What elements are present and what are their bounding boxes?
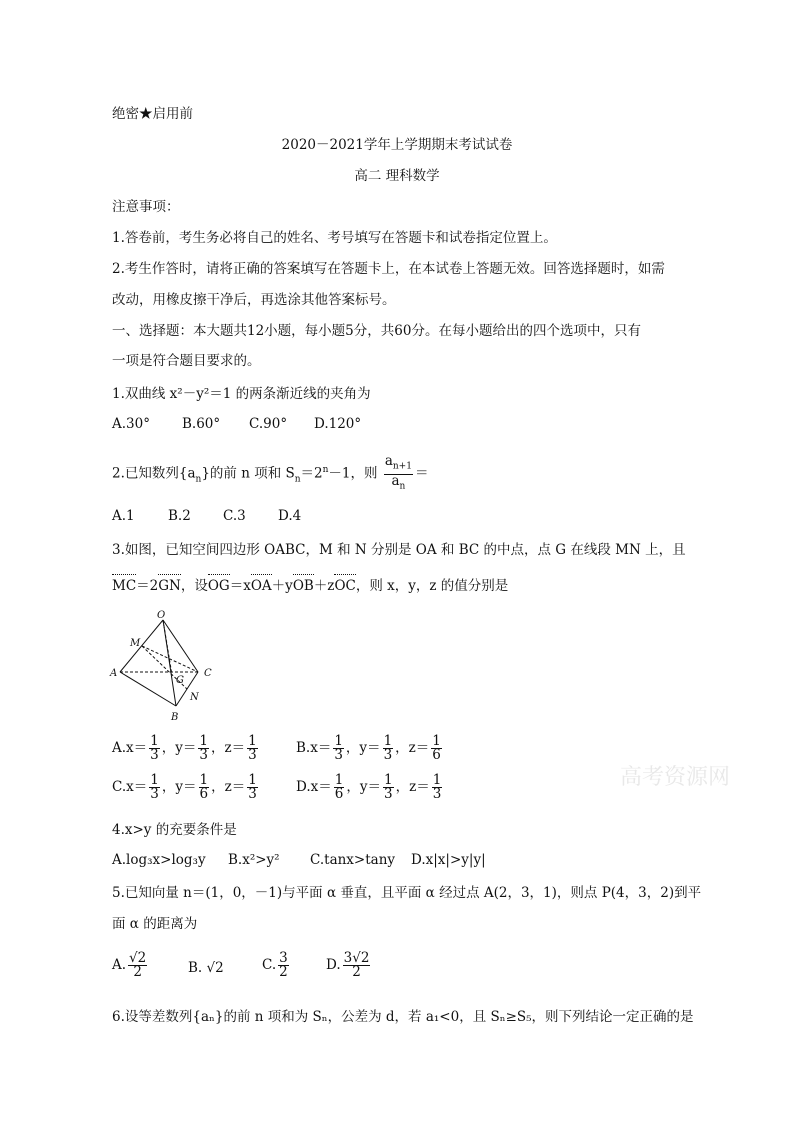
q5-option-d: D. $\frac{3√2}{2}$ [326,950,370,980]
q4-stem: 4.x>y 的充要条件是 [112,822,237,838]
exam-title: 2020－2021学年上学期期末考试试卷 [281,137,513,153]
label-m: M [130,638,141,649]
watermark: 高考资源网 [620,765,731,790]
q1-option-a: A.30° [112,416,150,432]
q4-option-a: A.log₃x>log₃y [112,852,206,868]
q5-stem-2: 面 α 的距离为 [112,916,198,932]
q1-option-b: B.60° [182,416,221,432]
q3-option-a: A.x＝ $\frac{1}{3}$ ，y＝ $\frac{1}{3}$ ，z＝ $\frac{1}{3}$ [112,733,257,763]
notes-heading: 注意事项： [112,199,180,215]
q3-option-b: B.x＝ $\frac{1}{3}$ ，y＝ $\frac{1}{3}$ ，z＝ $\frac{1}{6}$ [296,733,441,763]
q1-option-d: D.120° [314,416,362,432]
label-g: G [176,675,184,686]
note-2b: 改动，用橡皮擦干净后，再选涂其他答案标号。 [112,292,396,308]
q2-option-b: B.2 [168,508,191,524]
q5-option-b: B. √2 [188,960,224,976]
exam-subtitle: 高二 理科数学 [354,168,440,184]
q3-stem-1: 3.如图，已知空间四边形 OABC，M 和 N 分别是 OA 和 BC 的中点，点 G 在线段 MN 上，且 [112,542,686,558]
q6-stem: 6.设等差数列{aₙ}的前 n 项和为 Sₙ，公差为 d，若 a₁<0，且 Sₙ≥S₅，则下列结论一定正确的是 [112,1009,694,1025]
q5-option-a: A. $\frac{√2}{2}$ [112,950,147,980]
q3-stem-2: MC＝2GN，设OG＝xOA＋yOB＋zOC，则 x，y，z 的值分别是 [112,578,509,594]
q5-option-c: C. $\frac{3}{2}$ [262,950,288,980]
tetrahedron-figure [108,608,228,728]
label-c: C [204,668,212,679]
q2-fraction: $\frac{a_{n+1}}{a_n}$ [384,453,412,492]
section-heading: 一、选择题：本大题共12小题，每小题5分，共60分。在每小题给出的四个选项中，只有 [112,323,641,339]
section-heading-2: 一项是符合题目要求的。 [112,353,261,369]
label-a: A [110,668,118,679]
q4-option-c: C.tanx>tany [310,852,396,868]
label-b: B [171,712,179,723]
q2-option-c: C.3 [223,508,246,524]
q2-stem: 2.已知数列$\{a_n\}$的前 n 项和 $S_n=2^n-1$，则 $\frac{a_{n+1}}{a_n}$ ＝ [112,453,429,492]
q4-option-b: B.x²>y² [228,852,280,868]
q3-option-d: D.x＝ $\frac{1}{6}$ ，y＝ $\frac{1}{3}$ ，z＝ $\frac{1}{3}$ [296,772,442,802]
note-1: 1.答卷前，考生务必将自己的姓名、考号填写在答题卡和试卷指定位置上。 [112,230,557,246]
q2-option-d: D.4 [278,508,302,524]
q4-option-d: D.x|x|>y|y| [411,852,486,868]
q1-stem: 1.双曲线 x²－y²＝1 的两条渐近线的夹角为 [112,386,371,402]
q2-option-a: A.1 [112,508,135,524]
note-2a: 2.考生作答时，请将正确的答案填写在答题卡上，在本试卷上答题无效。回答选择题时，如需 [112,261,665,277]
q1-option-c: C.90° [249,416,288,432]
q5-stem-1: 5.已知向量 n＝(1，0，－1)与平面 α 垂直，且平面 α 经过点 A(2，3，1)，则点 P(4，3，2)到平 [112,885,702,901]
secret-mark: 绝密★启用前 [112,106,193,122]
label-o: O [157,610,166,621]
label-n: N [190,692,199,703]
q3-option-c: C.x＝ $\frac{1}{3}$ ，y＝ $\frac{1}{6}$ ，z＝ $\frac{1}{3}$ [112,772,257,802]
